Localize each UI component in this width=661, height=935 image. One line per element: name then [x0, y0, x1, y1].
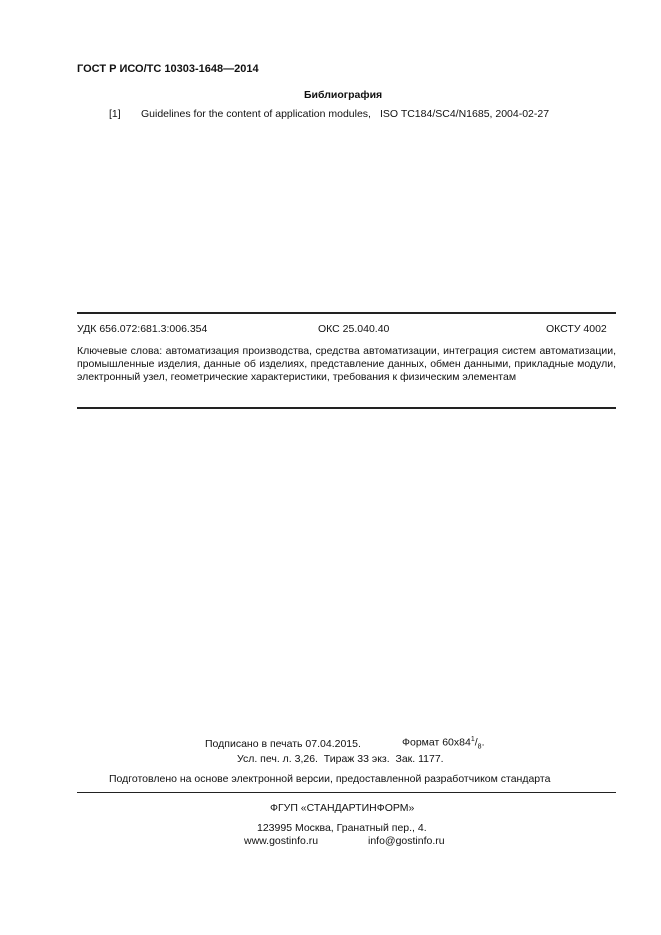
format-numerator: 1 [470, 736, 475, 743]
keywords-text: Ключевые слова: автоматизация производства, средства автоматизации, интеграция систем автоматизации, промышленные изделия, данные об изделиях, представление данных, обмен данными, прикладные модули, электронный узел, геометрические характеристики, требования к физическим элементам [77, 345, 616, 383]
publisher-name: ФГУП «СТАНДАРТИНФОРМ» [270, 802, 415, 814]
top-divider [77, 312, 616, 314]
prepared-note: Подготовлено на основе электронной версии, предоставленной разработчиком стандарта [109, 773, 551, 785]
keywords-divider [77, 407, 616, 409]
okstu-code: ОКСТУ 4002 [546, 323, 607, 335]
bibliography-entry-number: [1] [109, 108, 121, 120]
print-details: Усл. печ. л. 3,26. Тираж 33 экз. Зак. 1177. [237, 753, 444, 765]
signed-date: Подписано в печать 07.04.2015. [205, 738, 361, 750]
format-label: Формат 60х84 [402, 736, 471, 749]
publisher-website: www.gostinfo.ru [244, 835, 319, 847]
publisher-address: 123995 Москва, Гранатный пер., 4. [257, 822, 427, 834]
oks-code: ОКС 25.040.40 [318, 323, 390, 335]
format-denominator: 8 [477, 743, 482, 751]
publisher-email: info@gostinfo.ru [368, 835, 445, 847]
bibliography-entry-text: Guidelines for the content of application modules, [141, 108, 371, 120]
format-suffix: . [481, 736, 485, 749]
standard-id: ГОСТ Р ИСО/ТС 10303-1648—2014 [77, 63, 259, 75]
paper-format: Формат $60х84^1/_8$. [402, 736, 485, 751]
udk-code: УДК 656.072:681.3:006.354 [77, 323, 208, 335]
imprint-divider [77, 792, 616, 793]
bibliography-entry-reference: ISO TC184/SC4/N1685, 2004-02-27 [380, 108, 550, 120]
bibliography-title: Библиография [304, 89, 383, 101]
